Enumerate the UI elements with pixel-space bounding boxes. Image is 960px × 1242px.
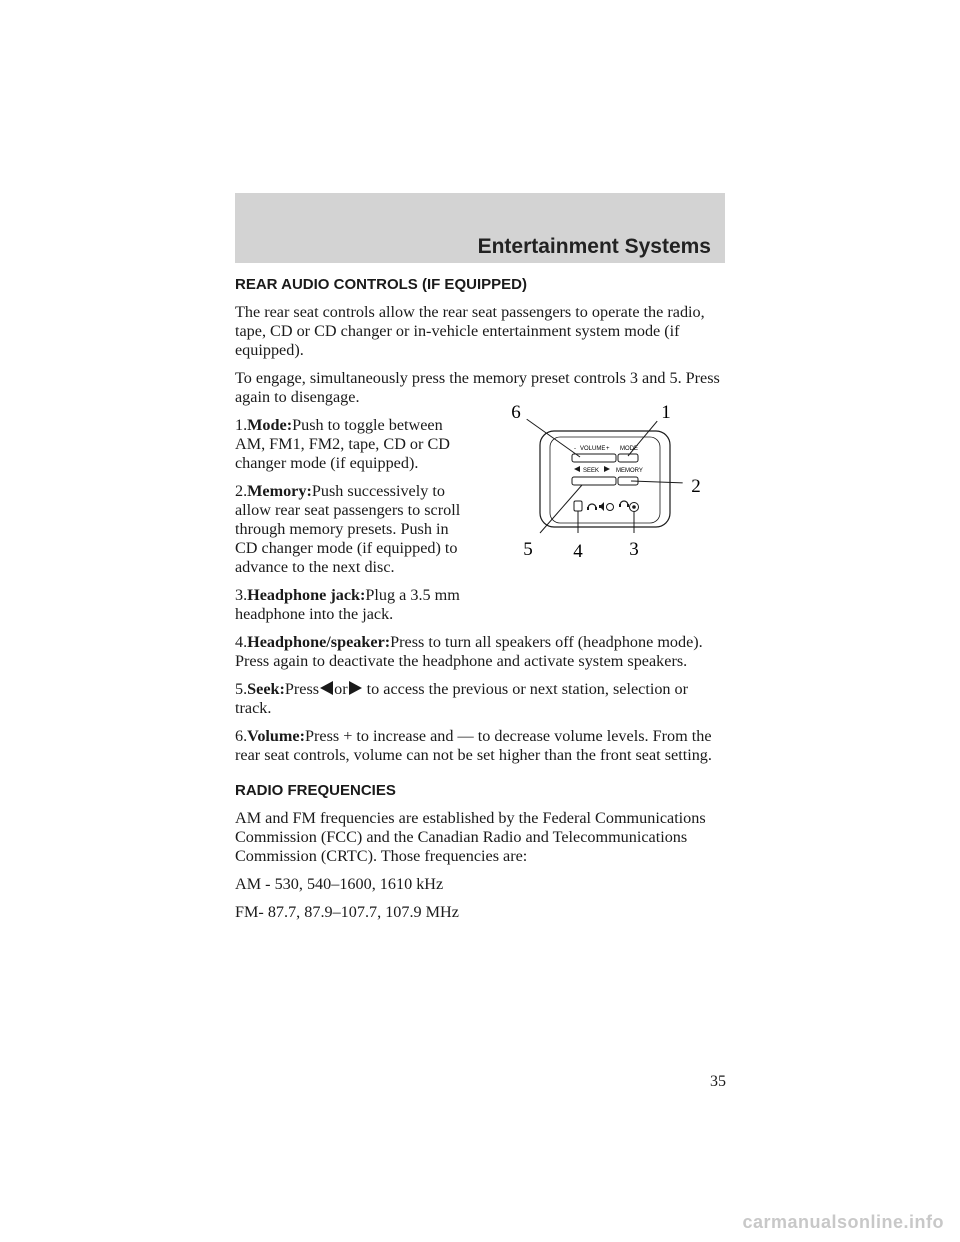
volume-plus-label: + (606, 446, 610, 452)
svg-text:1: 1 (661, 402, 671, 423)
section-title: Entertainment Systems (477, 235, 711, 258)
rear-audio-intro: The rear seat controls allow the rear seat passengers to operate the radio, tape, CD or CD changer or in-vehicle entertainment system mode (if equipped). (235, 303, 705, 359)
page-content (235, 275, 727, 931)
list-item-mode: 1.Mode:Push to toggle between AM, FM1, FM2, tape, CD or CD changer mode (if equipped). (235, 416, 450, 472)
volume-minus-label: - (574, 446, 576, 452)
volume-button[interactable] (572, 454, 616, 462)
page-number: 35 (710, 1073, 726, 1090)
svg-text:3: 3 (629, 539, 639, 560)
rear-audio-engage: To engage, simultaneously press the memory preset controls 3 and 5. Press again to disengage. (235, 369, 720, 406)
seek-label: SEEK (583, 468, 600, 474)
volume-label: VOLUME (580, 446, 606, 452)
callout-4 (565, 537, 591, 563)
list-item-memory: 2.Memory:Push successively to allow rear seat passengers to scroll through memory presets. Push in CD changer mode (if equipped) to advance to the next disc. (235, 482, 461, 576)
list-item-headphone-jack: 3.Headphone jack:Plug a 3.5 mm headphone into the jack. (235, 586, 460, 623)
triangle-right-icon (349, 681, 362, 695)
section-header-band (235, 193, 725, 263)
mode-button[interactable] (618, 454, 638, 462)
callout-3 (621, 535, 647, 561)
radio-frequencies-intro: AM and FM frequencies are established by the Federal Communications Commission (FCC) and the Canadian Radio and Telecommunications Commission (CRTC). Those frequencies are: (235, 809, 706, 865)
list-item-headphone-speaker: 4.Headphone/speaker:Press to turn all speakers off (headphone mode). Press again to deactivate the headphone and activate system speakers. (235, 633, 703, 670)
callout-1 (653, 398, 679, 424)
seek-button[interactable] (572, 477, 616, 485)
svg-text:4: 4 (573, 541, 583, 562)
speaker-jack-icon (607, 504, 614, 511)
svg-text:6: 6 (511, 402, 521, 423)
triangle-left-icon (320, 681, 333, 695)
callout-2 (683, 472, 709, 498)
rear-audio-controls-diagram (496, 393, 716, 573)
list-item-volume: 6.Volume:Press + to increase and — to decrease volume levels. From the rear seat controls, volume can not be set higher than the front seat setting. (235, 727, 712, 764)
rear-audio-heading: REAR AUDIO CONTROLS (IF EQUIPPED) (235, 276, 527, 293)
radio-frequencies-heading: RADIO FREQUENCIES (235, 782, 396, 799)
mode-label: MODE (620, 446, 638, 452)
callout-6 (503, 398, 529, 424)
svg-text:5: 5 (523, 539, 533, 560)
watermark-text[interactable]: carmanualsonline.info (742, 1212, 944, 1232)
svg-text:2: 2 (691, 476, 701, 497)
am-frequencies: AM - 530, 540–1600, 1610 kHz (235, 875, 444, 893)
headphone-speaker-button[interactable] (574, 501, 582, 511)
memory-label: MEMORY (616, 468, 643, 474)
watermark (0, 1200, 960, 1242)
fm-frequencies: FM- 87.7, 87.9–107.7, 107.9 MHz (235, 903, 459, 921)
list-item-seek: 5.Seek:Press or to access the previous or next station, selection or track. (235, 680, 689, 717)
callout-5 (515, 535, 541, 561)
